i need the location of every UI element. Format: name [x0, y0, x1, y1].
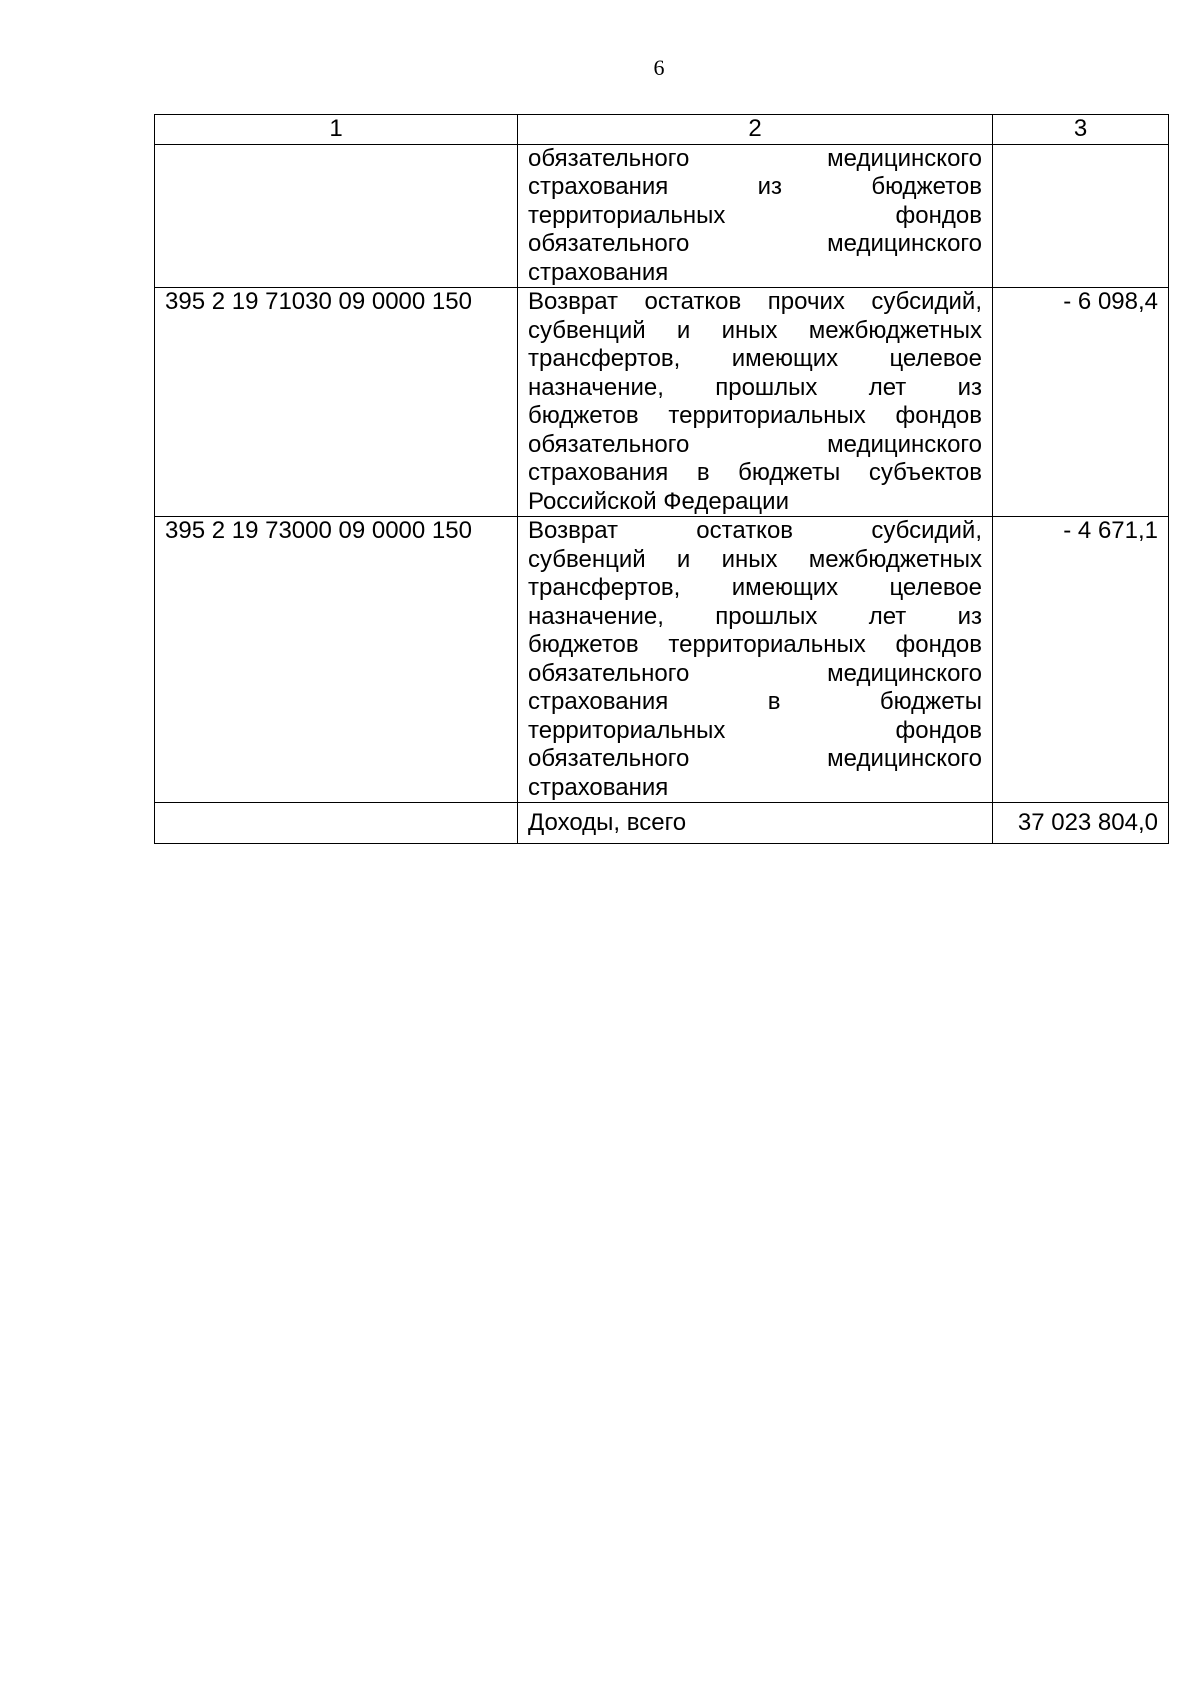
- table-header-row: [155, 115, 1169, 145]
- description-line: трансфертов, имеющих целевое: [528, 345, 982, 372]
- description-line: субвенций и иных межбюджетных: [528, 316, 982, 344]
- description-line: назначение, прошлых лет из: [528, 602, 982, 630]
- description-line: Возврат остатков субсидий,: [528, 517, 982, 544]
- budget-code-cell: 395 2 19 71030 09 0000 150: [155, 288, 518, 517]
- amount-cell: - 6 098,4: [993, 288, 1169, 517]
- description-line: назначение, прошлых лет из: [528, 373, 982, 401]
- page-number: 6: [653, 55, 665, 80]
- description-line: бюджетов территориальных фондов: [528, 631, 982, 658]
- description-cell: [518, 144, 993, 288]
- description-line: страхования: [528, 258, 669, 286]
- budget-code-cell: [155, 144, 518, 288]
- description-line: страхования: [528, 773, 669, 801]
- amount-cell: - 4 671,1: [993, 517, 1169, 803]
- total-amount: 37 023 804,0: [993, 803, 1169, 844]
- table-row: [155, 288, 1169, 517]
- description-line: страхования из бюджетов: [528, 173, 982, 200]
- amount-cell: [993, 144, 1169, 288]
- description-line: территориальных фондов: [528, 716, 982, 744]
- column-header-1: 1: [155, 115, 518, 145]
- total-row: [155, 803, 1169, 844]
- column-header-3: 3: [993, 115, 1169, 145]
- column-header-2: 2: [518, 115, 993, 145]
- description-cell: [518, 288, 993, 517]
- description-line: обязательного медицинского: [528, 430, 982, 458]
- description-line: Возврат остатков прочих субсидий,: [528, 288, 982, 315]
- description-line: обязательного медицинского: [528, 144, 982, 172]
- description-line: страхования в бюджеты: [528, 688, 982, 715]
- table-row: [155, 517, 1169, 803]
- description-line: субвенций и иных межбюджетных: [528, 545, 982, 573]
- description-line: трансфертов, имеющих целевое: [528, 574, 982, 601]
- description-line: бюджетов территориальных фондов: [528, 402, 982, 429]
- description-line: обязательного медицинского: [528, 230, 982, 257]
- description-line: территориальных фондов: [528, 201, 982, 229]
- description-line: Российской Федерации: [528, 487, 789, 515]
- revenue-table: [154, 114, 1169, 844]
- total-label: Доходы, всего: [518, 803, 993, 844]
- description-line: страхования в бюджеты субъектов: [528, 459, 982, 486]
- total-code-cell: [155, 803, 518, 844]
- description-line: обязательного медицинского: [528, 745, 982, 772]
- description-line: обязательного медицинского: [528, 659, 982, 687]
- table-row: [155, 144, 1169, 288]
- budget-code-cell: 395 2 19 73000 09 0000 150: [155, 517, 518, 803]
- description-cell: [518, 517, 993, 803]
